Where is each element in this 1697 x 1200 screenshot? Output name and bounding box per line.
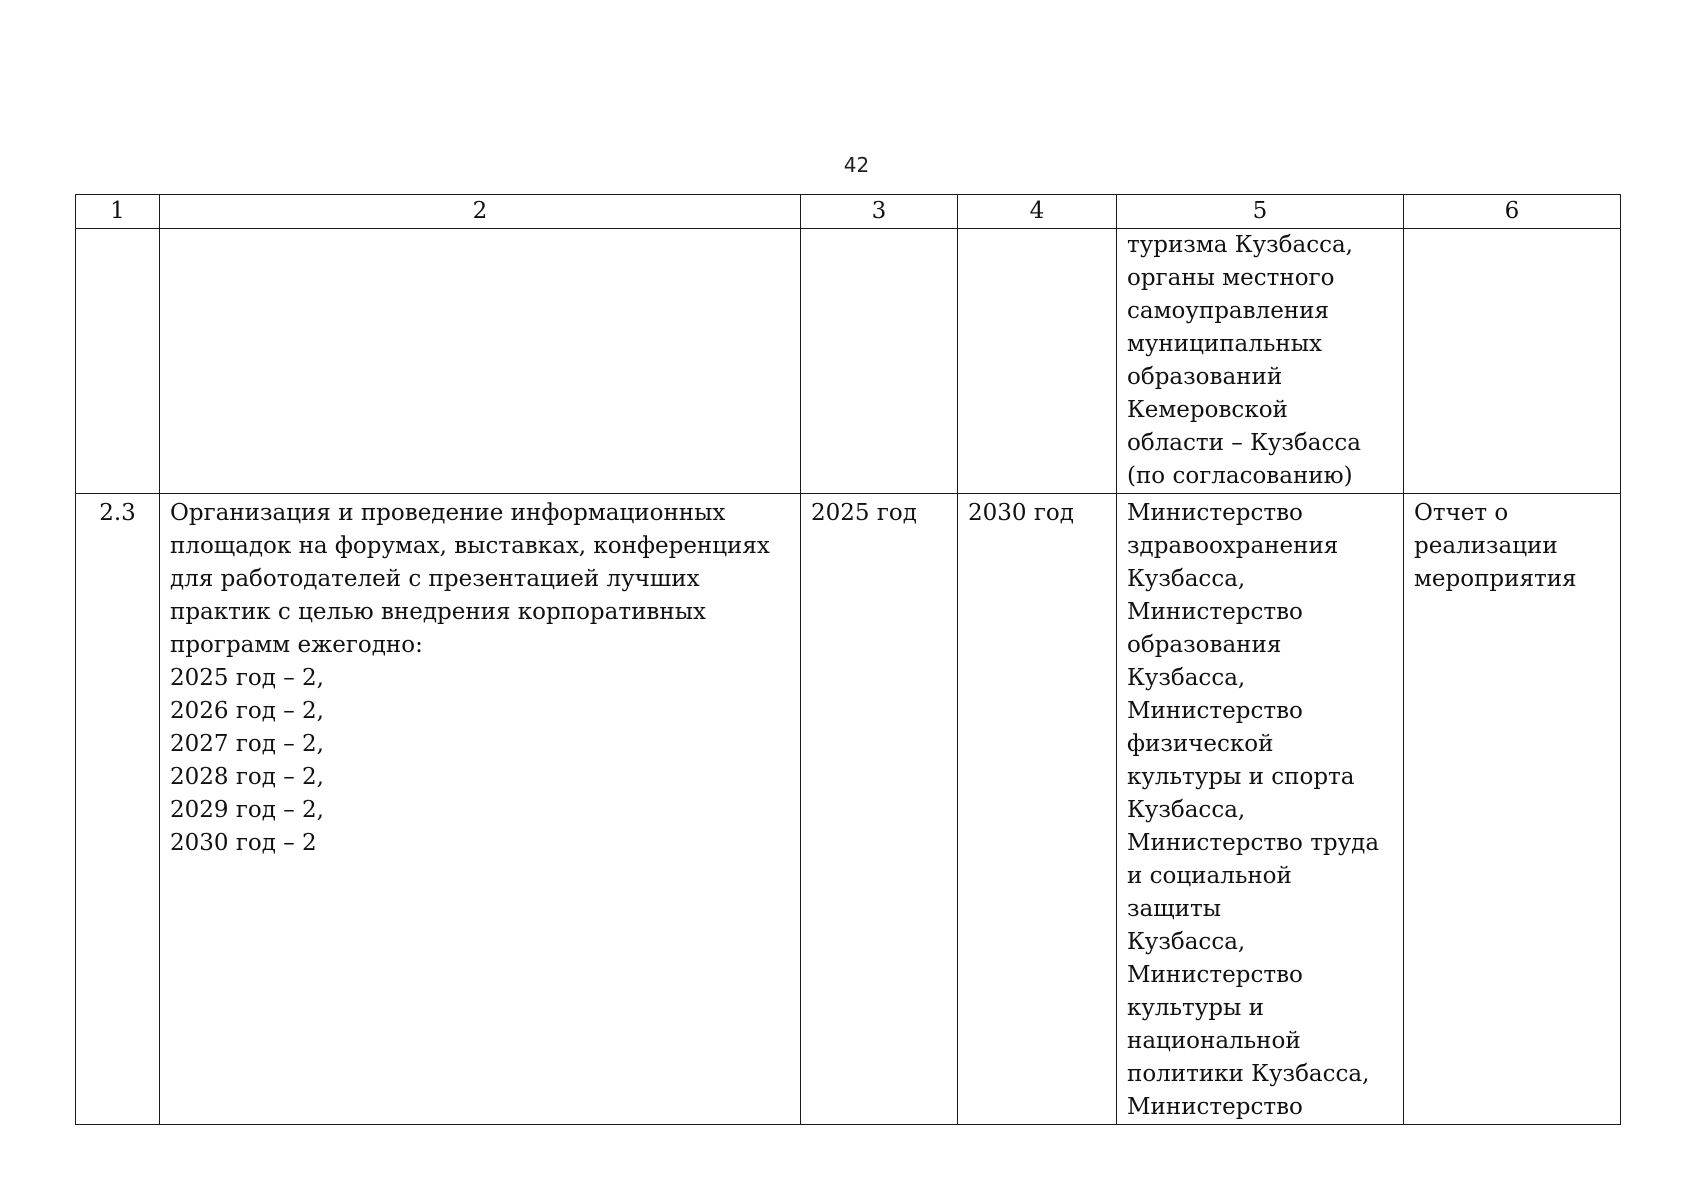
cell-number: [76, 229, 160, 494]
column-header-6: 6: [1404, 195, 1621, 229]
table-row: [76, 229, 1621, 494]
table-header-row: [76, 195, 1621, 229]
cell-result: [1404, 229, 1621, 494]
column-header-1: 1: [76, 195, 160, 229]
cell-result: Отчет о реализации мероприятия: [1404, 494, 1621, 1125]
measures-table: [75, 194, 1621, 1125]
cell-activity: [160, 229, 801, 494]
column-header-3: 3: [801, 195, 958, 229]
cell-responsible: Министерство здравоохранения Кузбасса, Министерство образования Кузбасса, Министерство физической культуры и спорта Кузбасса, Министерство труда и социальной защиты Кузбасса, Министерство культуры и национальной политики Кузбасса, Министерство: [1117, 494, 1404, 1125]
column-header-2: 2: [160, 195, 801, 229]
cell-start-date: 2025 год: [801, 494, 958, 1125]
cell-number: 2.3: [76, 494, 160, 1125]
column-header-4: 4: [958, 195, 1117, 229]
table-row: [76, 494, 1621, 1125]
cell-end-date: [958, 229, 1117, 494]
cell-activity: Организация и проведение информационных площадок на форумах, выставках, конференциях для работодателей с презентацией лучших практик с целью внедрения корпоративных программ ежегодно: 2025 год – 2, 2026 год – 2, 2027 год – 2, 2028 год – 2, 2029 год – 2, 2030 год – 2: [160, 494, 801, 1125]
cell-responsible: туризма Кузбасса, органы местного самоуправления муниципальных образований Кемеровской области – Кузбасса (по согласованию): [1117, 229, 1404, 494]
page-number: 42: [843, 153, 870, 177]
cell-start-date: [801, 229, 958, 494]
cell-end-date: 2030 год: [958, 494, 1117, 1125]
column-header-5: 5: [1117, 195, 1404, 229]
